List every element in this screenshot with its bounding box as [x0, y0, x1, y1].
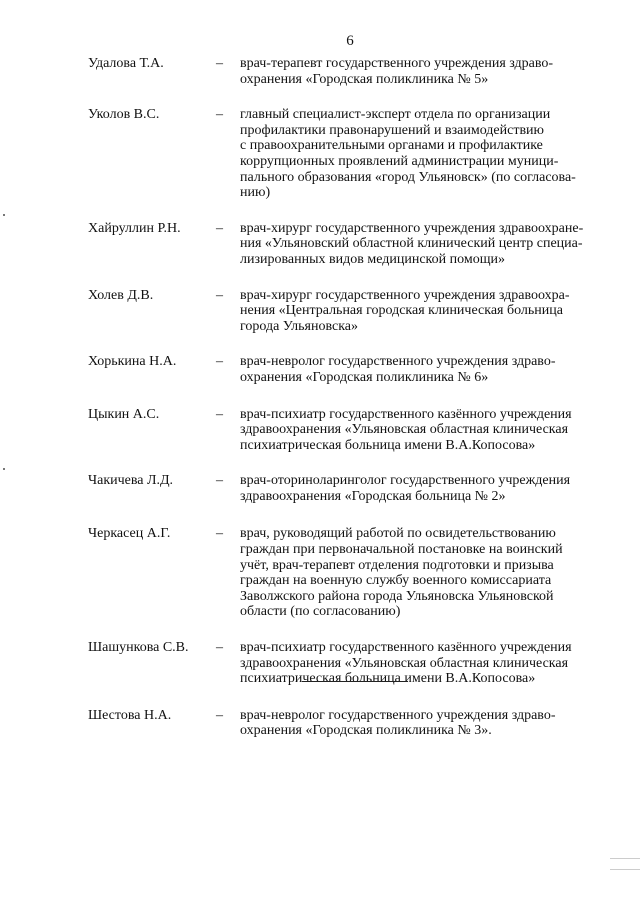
position-line: психиатрическая больница имени В.А.Копосова»: [240, 671, 536, 687]
separator-dash: –: [216, 287, 223, 303]
page-number: 6: [346, 33, 354, 49]
position-line: ния «Ульяновский областной клинический центр специа-: [240, 236, 583, 252]
position-line: психиатрическая больница имени В.А.Копосова»: [240, 437, 536, 453]
separator-dash: –: [216, 220, 223, 236]
position-line: здравоохранения «Ульяновская областная клиническая: [240, 655, 569, 671]
position-line: учёт, врач-терапевт отделения подготовки и призыва: [240, 557, 554, 573]
separator-dash: –: [216, 473, 223, 489]
member-position: [240, 708, 614, 739]
member-name: Удалова Т.А.: [88, 56, 164, 71]
separator-dash: –: [216, 354, 223, 370]
position-line: врач, руководящий работой по освидетельствованию: [240, 526, 556, 542]
scan-dot-mark: [3, 214, 5, 216]
position-line: врач-терапевт государственного учреждения здраво-: [240, 56, 554, 71]
member-entry: [88, 640, 614, 687]
separator-dash: –: [216, 107, 223, 123]
member-name: Шестова Н.А.: [88, 707, 172, 723]
commission-member-list: [88, 56, 614, 739]
member-position: [240, 354, 614, 385]
position-line: здравоохранения «Ульяновская областная клиническая: [240, 422, 569, 438]
separator-dash: –: [216, 707, 223, 723]
scan-edge-line: [610, 858, 640, 859]
position-line: нения «Центральная городская клиническая больница: [240, 303, 563, 319]
position-line: охранения «Городская поликлиника № 3».: [240, 723, 492, 739]
member-name: Цыкин А.С.: [88, 406, 160, 422]
member-entry: [88, 354, 614, 385]
member-position: [240, 407, 614, 454]
member-position: [240, 640, 614, 687]
member-position: [240, 288, 614, 335]
scan-dot-mark: [3, 468, 5, 470]
member-name: Холев Д.В.: [88, 287, 154, 303]
member-entry: [88, 107, 614, 201]
member-position: [240, 107, 614, 201]
position-line: нию): [240, 185, 271, 201]
position-line: главный специалист-эксперт отдела по организации: [240, 107, 551, 123]
position-line: врач-невролог государственного учреждения здраво-: [240, 354, 556, 370]
position-line: врач-хирург государственного учреждения здравоохра-: [240, 287, 570, 303]
position-line: врач-психиатр государственного казённого учреждения: [240, 640, 572, 656]
member-entry: [88, 526, 614, 620]
position-line: пального образования «город Ульяновск» (по согласова-: [240, 169, 576, 185]
position-line: охранения «Городская поликлиника № 6»: [240, 369, 489, 385]
position-line: профилактики правонарушений и взаимодействию: [240, 122, 545, 138]
member-name: Шашункова С.В.: [88, 640, 189, 656]
position-line: лизированных видов медицинской помощи»: [240, 251, 506, 267]
member-name: Хорькина Н.А.: [88, 354, 177, 370]
member-position: [240, 526, 614, 620]
position-line: граждан при первоначальной постановке на воинский: [240, 542, 563, 558]
separator-dash: –: [216, 56, 223, 71]
position-line: Заволжского района города Ульяновска Ульяновской: [240, 588, 554, 604]
position-line: врач-невролог государственного учреждения здраво-: [240, 707, 556, 723]
member-entry: [88, 473, 614, 504]
member-name: Чакичева Л.Д.: [88, 473, 174, 489]
member-position: [240, 221, 614, 268]
position-line: врач-оториноларинголог государственного учреждения: [240, 473, 571, 489]
separator-dash: –: [216, 406, 223, 422]
position-line: с правоохранительными органами и профилактике: [240, 138, 543, 154]
member-name: Уколов В.С.: [88, 107, 160, 123]
member-entry: [88, 708, 614, 739]
position-line: охранения «Городская поликлиника № 5»: [240, 71, 489, 87]
member-name: Черкасец А.Г.: [88, 526, 171, 542]
member-name: Хайруллин Р.Н.: [88, 220, 181, 236]
closing-horizontal-rule: [302, 681, 408, 682]
scan-edge-line: [610, 869, 640, 870]
member-entry: [88, 221, 614, 268]
position-line: граждан на военную службу военного комиссариата: [240, 573, 552, 589]
position-line: врач-хирург государственного учреждения здравоохране-: [240, 220, 584, 236]
position-line: врач-психиатр государственного казённого учреждения: [240, 406, 572, 422]
separator-dash: –: [216, 640, 223, 656]
member-entry: [88, 288, 614, 335]
member-position: [240, 56, 614, 87]
member-entry: [88, 56, 614, 87]
separator-dash: –: [216, 526, 223, 542]
member-entry: [88, 407, 614, 454]
position-line: города Ульяновска»: [240, 318, 359, 334]
position-line: здравоохранения «Городская больница № 2»: [240, 488, 506, 504]
position-line: области (по согласованию): [240, 604, 401, 620]
position-line: коррупционных проявлений администрации муници-: [240, 153, 559, 169]
member-position: [240, 473, 614, 504]
